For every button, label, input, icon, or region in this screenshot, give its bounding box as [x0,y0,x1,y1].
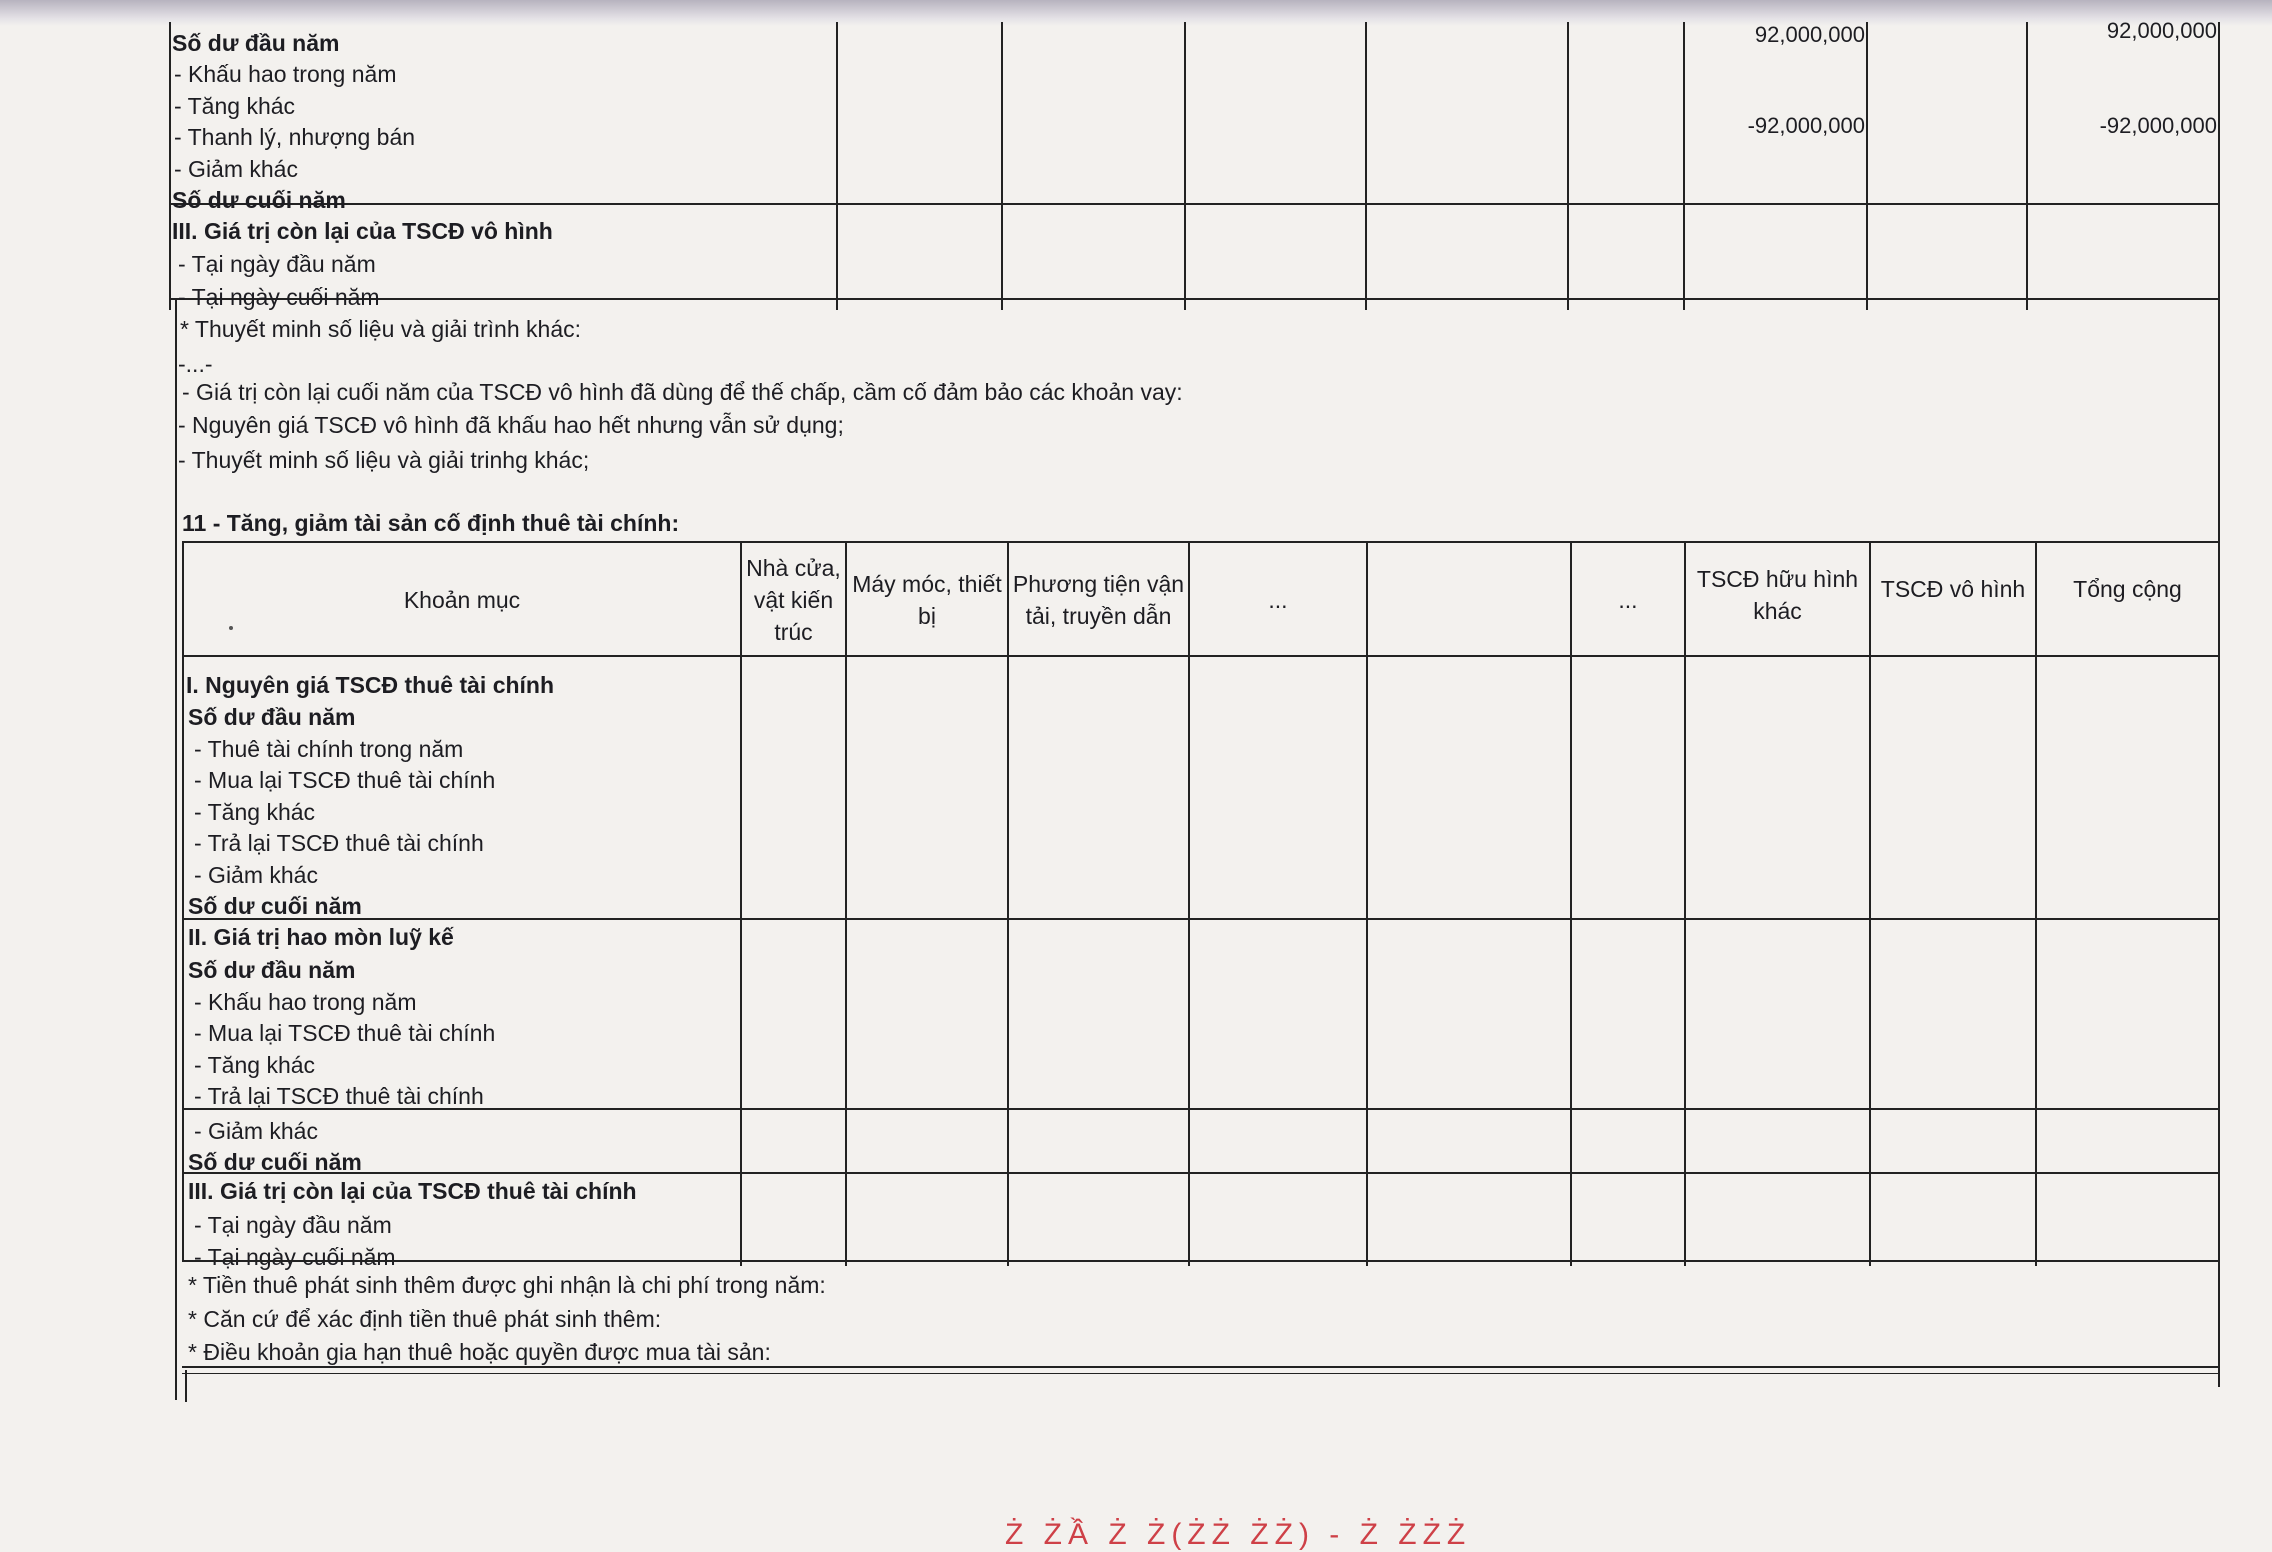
row-separator [182,918,2218,920]
scan-speck [229,626,233,630]
row-separator [169,298,2220,300]
col-divider [1001,22,1003,310]
s11-col-divider [1869,541,1871,1266]
depreciation-returned: - Trả lại TSCĐ thuê tài chính [194,1083,484,1109]
col-divider [1184,22,1186,310]
header-transport: Phương tiện vận tải, truyền dẫn [1012,571,1185,629]
row-other-decrease: - Giảm khác [174,156,298,182]
remaining-opening-11: - Tại ngày đầu năm [194,1212,392,1238]
col-divider [1567,22,1569,310]
depreciation-closing: Số dư cuối năm [188,1149,362,1175]
disposal-value-total: -92,000,000 [2099,113,2217,138]
s11-col-divider [2035,541,2037,1266]
header-bottom-line [182,655,2218,657]
row-depreciation-in-year: - Khấu hao trong năm [174,61,397,87]
note-explanation: * Thuyết minh số liệu và giải trình khác: [180,316,582,342]
s11-col-divider [1684,541,1686,1266]
row-disposal: - Thanh lý, nhượng bán [174,124,416,150]
cost-returned: - Trả lại TSCĐ thuê tài chính [194,830,484,856]
cost-closing: Số dư cuối năm [188,893,362,919]
opening-value-total: 92,000,000 [2106,18,2217,43]
header-buildings: Nhà cửa, vật kiến trúc [746,555,841,645]
header-item: Khoản mục [403,587,521,613]
col-divider [2026,22,2028,310]
note-ellipsis: -...- [178,351,213,377]
depreciation-opening: Số dư đầu năm [188,957,356,983]
remaining-closing-11: - Tại ngày cuối năm [194,1244,396,1270]
disposal-value-intangible-other: -92,000,000 [1747,113,1865,138]
row-separator [169,203,2220,205]
row-other-increase: - Tăng khác [174,93,296,119]
cost-other-increase: - Tăng khác [194,799,316,825]
bottom-tick [185,1370,187,1402]
col-divider [1365,22,1367,310]
depreciation-in-year: - Khấu hao trong năm [194,989,417,1015]
notes-border-left [175,300,177,1400]
row-closing-balance: Số dư cuối năm [172,187,346,213]
header-top-line [182,541,2218,543]
depreciation-other-decrease: - Giảm khác [194,1118,318,1144]
remaining-intangible-title: III. Giá trị còn lại của TSCĐ vô hình [172,218,553,244]
bottom-line-2 [182,1373,2218,1374]
header-ellipsis-2: ... [1618,587,1638,613]
cost-opening: Số dư đầu năm [188,704,356,730]
header-ellipsis-1: ... [1268,587,1288,613]
table-border-left [169,22,171,310]
row-separator [182,1172,2218,1174]
header-machinery: Máy móc, thiết bị [852,571,1002,629]
depreciation-other-increase: - Tăng khác [194,1052,316,1078]
header-other-tangible: TSCĐ hữu hình khác [1696,566,1859,624]
red-stamp-partial: Ż ŻẦ Ż Ż(ŻŻ ŻŻ) - Ż ŻŻŻ [1005,1518,1472,1551]
table-border-right [2218,22,2220,1387]
depreciation-repurchase: - Mua lại TSCĐ thuê tài chính [194,1020,496,1046]
header-blank [1368,545,1570,655]
depreciation-title: II. Giá trị hao mòn luỹ kế [188,924,454,950]
col-divider [836,22,838,310]
header-intangible: TSCĐ vô hình [1880,576,2026,602]
opening-value-intangible-other: 92,000,000 [1754,22,1865,47]
note-extension-terms: * Điều khoản gia hạn thuê hoặc quyền được mua tài sản: [188,1339,771,1365]
row-separator [182,1260,2218,1262]
section-11-title: 11 - Tăng, giảm tài sản cố định thuê tài chính: [182,510,680,536]
remaining-title: III. Giá trị còn lại của TSCĐ thuê tài chính [188,1178,637,1204]
remaining-closing: - Tại ngày cuối năm [178,284,380,310]
note-pledged-assets: - Giá trị còn lại cuối năm của TSCĐ vô hình đã dùng để thế chấp, cầm cố đảm bảo các khoản vay: [182,379,1183,405]
remaining-opening: - Tại ngày đầu năm [178,251,376,277]
cost-repurchase: - Mua lại TSCĐ thuê tài chính [194,767,496,793]
bottom-line-1 [182,1366,2218,1368]
note-basis-rent: * Căn cứ để xác định tiền thuê phát sinh thêm: [188,1306,662,1332]
col-divider [1866,22,1868,310]
row-separator [182,1108,2218,1110]
col-divider [1683,22,1685,310]
note-other-explanation: - Thuyết minh số liệu và giải trinhg khác; [178,447,590,473]
note-fully-depreciated: - Nguyên giá TSCĐ vô hình đã khấu hao hết nhưng vẫn sử dụng; [178,412,844,438]
row-opening-balance: Số dư đầu năm [172,30,340,56]
note-additional-rent: * Tiền thuê phát sinh thêm được ghi nhận là chi phí trong năm: [188,1272,826,1298]
cost-other-decrease: - Giảm khác [194,862,318,888]
header-total: Tổng cộng [2073,576,2182,602]
cost-title: I. Nguyên giá TSCĐ thuê tài chính [186,672,555,698]
cost-leased-in-year: - Thuê tài chính trong năm [194,736,464,762]
